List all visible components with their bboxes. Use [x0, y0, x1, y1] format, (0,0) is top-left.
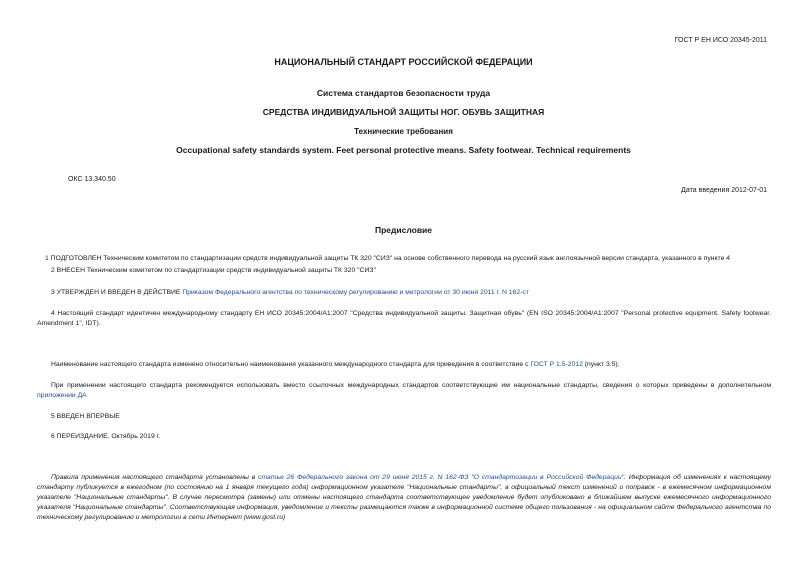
paragraph-5 [51, 360, 771, 370]
english-title: Occupational safety standards system. Feet personal protective means. Safety footwear. Technical requirements [176, 145, 631, 155]
order-link[interactable]: Приказом Федерального агентства по техническому регулированию и метрологии от 30 июня 2011 г. N 162-ст [182, 289, 529, 296]
paragraph-3-text: 3 УТВЕРЖДЕН И ВВЕДЕН В ДЕЙСТВИЕ [51, 289, 183, 296]
main-title: СРЕДСТВА ИНДИВИДУАЛЬНОЙ ЗАЩИТЫ НОГ. ОБУВЬ ЗАЩИТНАЯ [262, 107, 545, 117]
paragraph-3 [51, 288, 771, 298]
paragraph-1: 1 ПОДГОТОВЛЕН Техническим комитетом по стандартизации средств индивидуальной защиты ТК 320 "СИЗ" на основе собственного перевода на русский язык англоязычной версии стандарта, указанного в пункте 4 [45, 255, 731, 262]
paragraph-9-text: Правила применения настоящего стандарта установлены в [51, 474, 259, 481]
paragraph-8: 6 ПЕРЕИЗДАНИЕ. Октябрь 2019 г. [51, 433, 161, 440]
oks-code: ОКС 13.340.50 [68, 176, 116, 183]
paragraph-2: 2 ВНЕСЕН Техническим комитетом по стандартизации средств индивидуальной защиты ТК 320 "СИЗ" [51, 267, 376, 274]
paragraph-7: 5 ВВЕДЕН ВПЕРВЫЕ [51, 413, 120, 420]
standard-title: НАЦИОНАЛЬНЫЙ СТАНДАРТ РОССИЙСКОЙ ФЕДЕРАЦИИ [274, 57, 533, 67]
paragraph-9-suffix: . Информация об изменениях к настоящему стандарту публикуется в ежегодном (по состоянию на 1 января текущего года) информационном указателе "Национальные стандарты", а официальный текст изменений и поправок - в ежемесячном информационном указателе "Национальные стандарты". В случае пересмотра (замены) или отмены настоящего стандарта соответствующее уведомление будет опубликовано в ближайшем выпуске ежемесячного информационного указателя "Национальные стандарты". Соответствующая информация, уведомление и тексты размещаются также в информационной системе общего пользования - на официальном сайте Федерального агентства по техническому регулированию и метрологии в сети Интернет (www.gost.ru) [37, 474, 771, 521]
paragraph-4: 4 Настоящий стандарт идентичен международному стандарту ЕН ИСО 20345:2004/A1:2007 "Средства индивидуальной защиты. Защитная обувь" (EN ISO 20345:2004/A1:2007 "Personal protective equipment. Safety footwear. Amendment 1", IDT). [37, 310, 771, 327]
paragraph-5-text: Наименование настоящего стандарта изменено относительно наименования указанного международного стандарта для приведения в соответствие с [51, 361, 531, 368]
paragraph-9 [37, 473, 771, 523]
subtitle: Технические требования [354, 127, 453, 136]
introduction-date: Дата введения 2012-07-01 [681, 187, 767, 194]
paragraph-6-text: При применении настоящего стандарта рекомендуется использовать вместо ссылочных международных стандартов соответствующие им национальные стандарты, сведения о которых приведены в дополнительном [51, 382, 771, 389]
appendix-link[interactable]: приложении ДА [37, 392, 87, 399]
gost-link[interactable]: ГОСТ Р 1.5-2012 [530, 361, 583, 368]
paragraph-6 [37, 381, 771, 401]
paragraph-5-suffix: (пункт 3.5). [582, 361, 620, 368]
foreword-heading: Предисловие [374, 225, 433, 235]
system-title: Система стандартов безопасности труда [316, 88, 491, 98]
document-code: ГОСТ Р ЕН ИСО 20345-2011 [674, 37, 767, 44]
federal-law-link[interactable]: статье 26 Федерального закона от 29 июня 2015 г. N 162-ФЗ "О стандартизации в Российской Федерации" [258, 474, 625, 481]
